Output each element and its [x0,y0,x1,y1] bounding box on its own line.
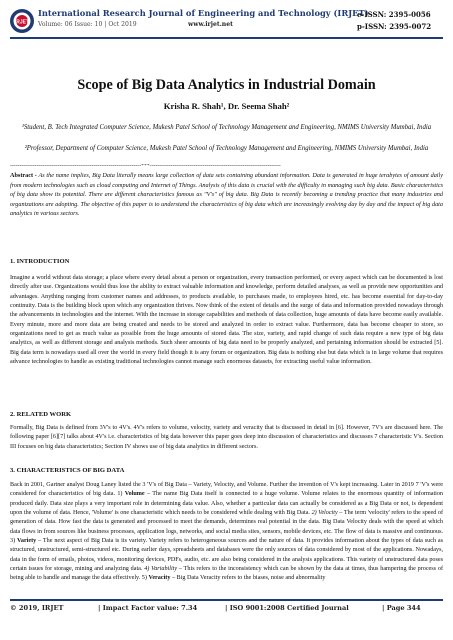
char-text-6: – Big Data Veracity refers to the biases, noise and abnormality [170,575,326,582]
paper-title: Scope of Big Data Analytics in Industrial Domain [77,77,376,93]
section-heading-related-work: 2. RELATED WORK [10,411,72,418]
related-work-paragraph: Formally, Big Data is defined from 3V's to 4V's. 4V's refers to volume, velocity, variety and veracity that is discussed in detail in [6]. However, 7V's are discussed here. The following paper [6][7] talks about 4V's i.e. characteristics of big data however this paper goes deep into discussion of characteristics and discusses 7 characteristic V's. Section III focuses on big data characteristics; Section IV shows use of big data analytics in different sectors. [10,425,443,450]
abstract-text: As the name implies, Big Data literally means large collection of data sets containing abundant information. Data is generated in huge terabytes of amount daily from modern technologies such as cloud computing and Internet of Things. Analysis of this data is crucial with the difficulty in managing such big data. Basic characteristics of big data show its potential. There are different characteristics famous as "V's" of big data. Big Data is recently becoming a trending practice that many industries and organizations are adopting. The objective of this paper is to understand the characteristics of big data which are increasingly evolving day by day and the impact of big data analytics in various sectors. [10,172,443,217]
introduction-paragraph: Imagine a world without data storage; a place where every detail about a person or organization, every transaction performed, or every aspect which can be documented is lost directly after use. Organizations would thus lose the ability to extract valuable information and knowledge, perform detailed analyses, as well as provide new opportunities and advantages. Anything ranging from customer names and addresses, to products available, to purchases made, to employees hired, etc. has become essential for day-to-day continuity. Data is the building block upon which any organization thrives. Now think of the extent of details and the surge of data and information provided nowadays through the advancements in technologies and the internet. With the increase in storage capabilities and methods of data collection, huge amounts of data have become easily available. Every minute, more and more data are being created and needs to be stored and analyzed in order to extract value. Furthermore, data has become cheaper to store, so organizations need to get as much value as possible from the huge amounts of stored data. The size, variety, and rapid change of such data require a new type of big data analytics, as well as different storage and analysis methods. Such sheer amounts of big data need to be properly analyzed, and pertaining information should be extracted [5]. Big data term is nowadays used all over the world in every field though it is any forum or organization. Big data is nothing else but data which is in large volume that requires advance technologies to handle as existing traditional technologies cannot manage such enormous datasets, for extracting useful value information. [10,275,443,366]
footer-iso: | ISO 9001:2008 Certified Journal [225,604,349,612]
volume-term: Volume [124,491,145,498]
char-text-3: – The term 'velocity' refers to the speed of generation of data. How fast the data is generated and processed to meet the demands, determines real potential in the data. Big Data Velocity deals with the speed at which data flows in from sources like business processes, application logs, networks, and social media sites, sensors, mobile devices, etc. The flow of data is massive and continuous. 3) [10,510,444,545]
journal-title: International Research Journal of Engineering and Technology (IRJET) [38,8,369,18]
journal-header [0,0,453,50]
char-text-4: – The next aspect of Big Data is its variety. Variety refers to heterogeneous sources and the nature of data. It provides information about the types of data such as structured, unstructured, semi-structured etc. During earlier days, spreadsheets and databases were the only sources of data considered by most of the applications. Nowadays, data in the form of emails, photos, videos, monitoring devices, PDFs, audio, etc. are also being considered in the analysis applications. This variety of unstructured data poses certain issues for storage, mining and analyzing data. [10,538,444,573]
footer-page-number: | Page 344 [382,604,421,612]
separator-line: ---------------------------------------------------------------------***--------------------------------------------------------------------- [10,164,281,168]
footer-copyright: © 2019, IRJET [10,604,64,612]
characteristics-paragraph [10,481,443,584]
section-heading-characteristics: 3. CHARACTERISTICS OF BIG DATA [10,467,125,474]
variability-term: 4) Variability [144,566,178,573]
paper-authors: Krisha R. Shah¹, Dr. Seema Shah² [163,101,290,111]
footer-divider [10,599,443,601]
journal-meta [38,21,233,28]
header-divider [10,37,443,39]
char-text-5: – This refers to the inconsistency which can be shown by the data at times, thus hampering the process of being able to handle and manage the data effectively. 5) [10,566,443,582]
journal-website-link[interactable]: www.irjet.net [188,21,233,28]
abstract-label: Abstract - [10,172,37,179]
logo-text: IRJET [14,19,30,26]
irjet-logo-icon [9,8,35,34]
char-text-1: Back in 2001, Gartner analyst Doug Laney listed the 3 'V's of Big Data – Variety, Velocity, and Volume. Further the invention of V's kept increasing. Later in 2019 7 'V's were considered for characteristics of big data. 1) [10,482,443,498]
variety-term: Variety [17,538,37,545]
p-issn: p-ISSN: 2395-0072 [357,22,432,31]
affiliation-2: ²Professor, Department of Computer Science, Mukesh Patel School of Technology Management and Engineering, NMIMS University Mumbai, India [24,145,429,152]
veracity-term: Veracity [148,575,171,582]
affiliation-1: ¹Student, B. Tech Integrated Computer Science, Mukesh Patel School of Technology Management and Engineering, NMIMS University Mumbai, India [21,124,432,131]
e-issn: e-ISSN: 2395-0056 [357,10,431,19]
abstract [10,171,443,219]
volume-issue: Volume: 06 Issue: 10 | Oct 2019 [38,21,137,28]
footer-impact-factor: | Impact Factor value: 7.34 [98,604,198,612]
section-heading-introduction: 1. INTRODUCTION [10,258,70,265]
char-text-2: – The name Big Data itself is connected to a huge volume. Volume relates to the enormous quantity of information produced daily. Data size plays a very important role in determining data value. Also, whether a particular data can actually be considered as a Big Data or not, is dependent upon the volume of data. Hence, 'Volume' is one characteristic which needs to be considered while dealing with Big Data. [10,491,443,517]
velocity-term: 2) Velocity [311,510,338,517]
